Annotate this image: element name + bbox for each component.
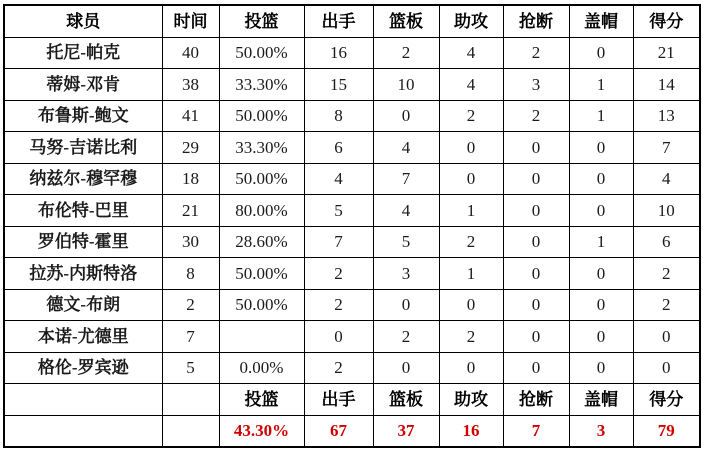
totals-points: 79 — [633, 415, 700, 447]
header-assists: 助攻 — [439, 5, 503, 37]
totals-header-assists: 助攻 — [439, 384, 503, 416]
totals-rebounds: 37 — [373, 415, 439, 447]
blocks-cell: 0 — [569, 163, 633, 195]
attempts-cell: 2 — [304, 289, 373, 321]
blocks-cell: 0 — [569, 352, 633, 384]
rebounds-cell: 4 — [373, 195, 439, 227]
player-name-cell: 本诺-尤德里 — [4, 321, 162, 353]
blocks-cell: 0 — [569, 37, 633, 69]
assists-cell: 2 — [439, 100, 503, 132]
steals-cell: 2 — [503, 37, 569, 69]
player-row — [4, 258, 700, 290]
totals-assists: 16 — [439, 415, 503, 447]
player-name-cell: 布伦特-巴里 — [4, 195, 162, 227]
assists-cell: 0 — [439, 132, 503, 164]
header-points: 得分 — [633, 5, 700, 37]
steals-cell: 0 — [503, 226, 569, 258]
rebounds-cell: 7 — [373, 163, 439, 195]
rebounds-cell: 2 — [373, 37, 439, 69]
minutes-cell: 21 — [162, 195, 219, 227]
totals-header-blocks: 盖帽 — [569, 384, 633, 416]
steals-cell: 2 — [503, 100, 569, 132]
fg-pct-cell: 80.00% — [219, 195, 304, 227]
attempts-cell: 0 — [304, 321, 373, 353]
rebounds-cell: 0 — [373, 100, 439, 132]
attempts-cell: 7 — [304, 226, 373, 258]
player-name-cell: 拉苏-内斯特洛 — [4, 258, 162, 290]
totals-header-steals: 抢断 — [503, 384, 569, 416]
assists-cell: 2 — [439, 321, 503, 353]
steals-cell: 0 — [503, 195, 569, 227]
blocks-cell: 1 — [569, 100, 633, 132]
attempts-cell: 2 — [304, 258, 373, 290]
header-blocks: 盖帽 — [569, 5, 633, 37]
points-cell: 6 — [633, 226, 700, 258]
points-cell: 10 — [633, 195, 700, 227]
fg-pct-cell: 50.00% — [219, 163, 304, 195]
fg-pct-cell: 33.30% — [219, 69, 304, 101]
minutes-cell: 7 — [162, 321, 219, 353]
minutes-cell: 30 — [162, 226, 219, 258]
rebounds-cell: 10 — [373, 69, 439, 101]
minutes-cell: 38 — [162, 69, 219, 101]
header-row — [4, 5, 700, 37]
assists-cell: 2 — [439, 226, 503, 258]
blocks-cell: 0 — [569, 132, 633, 164]
rebounds-cell: 0 — [373, 352, 439, 384]
steals-cell: 0 — [503, 258, 569, 290]
fg-pct-cell: 50.00% — [219, 258, 304, 290]
steals-cell: 0 — [503, 132, 569, 164]
points-cell: 13 — [633, 100, 700, 132]
points-cell: 0 — [633, 321, 700, 353]
steals-cell: 0 — [503, 352, 569, 384]
player-row — [4, 37, 700, 69]
player-name-cell: 托尼-帕克 — [4, 37, 162, 69]
minutes-cell: 18 — [162, 163, 219, 195]
header-player: 球员 — [4, 5, 162, 37]
totals-steals: 7 — [503, 415, 569, 447]
header-minutes: 时间 — [162, 5, 219, 37]
player-name-cell: 蒂姆-邓肯 — [4, 69, 162, 101]
attempts-cell: 6 — [304, 132, 373, 164]
assists-cell: 0 — [439, 163, 503, 195]
totals-header-fg-pct: 投篮 — [219, 384, 304, 416]
steals-cell: 0 — [503, 289, 569, 321]
points-cell: 0 — [633, 352, 700, 384]
totals-fg-pct: 43.30% — [219, 415, 304, 447]
blocks-cell: 1 — [569, 226, 633, 258]
points-cell: 2 — [633, 258, 700, 290]
blocks-cell: 0 — [569, 258, 633, 290]
player-name-cell: 马努-吉诺比利 — [4, 132, 162, 164]
totals-blank-player — [4, 415, 162, 447]
player-row — [4, 163, 700, 195]
totals-blocks: 3 — [569, 415, 633, 447]
assists-cell: 1 — [439, 258, 503, 290]
player-name-cell: 格伦-罗宾逊 — [4, 352, 162, 384]
fg-pct-cell: 50.00% — [219, 37, 304, 69]
minutes-cell: 2 — [162, 289, 219, 321]
player-row — [4, 321, 700, 353]
blocks-cell: 0 — [569, 321, 633, 353]
player-row — [4, 352, 700, 384]
assists-cell: 0 — [439, 352, 503, 384]
attempts-cell: 16 — [304, 37, 373, 69]
totals-attempts: 67 — [304, 415, 373, 447]
minutes-cell: 8 — [162, 258, 219, 290]
attempts-cell: 8 — [304, 100, 373, 132]
steals-cell: 0 — [503, 321, 569, 353]
steals-cell: 0 — [503, 163, 569, 195]
player-stats-table — [3, 4, 701, 448]
assists-cell: 4 — [439, 69, 503, 101]
fg-pct-cell: 50.00% — [219, 100, 304, 132]
attempts-cell: 4 — [304, 163, 373, 195]
totals-row — [4, 415, 700, 447]
attempts-cell: 2 — [304, 352, 373, 384]
points-cell: 21 — [633, 37, 700, 69]
rebounds-cell: 0 — [373, 289, 439, 321]
player-row — [4, 132, 700, 164]
header-fg-pct: 投篮 — [219, 5, 304, 37]
points-cell: 7 — [633, 132, 700, 164]
rebounds-cell: 2 — [373, 321, 439, 353]
totals-header-blank-player — [4, 384, 162, 416]
player-row — [4, 226, 700, 258]
totals-blank-minutes — [162, 415, 219, 447]
totals-header-attempts: 出手 — [304, 384, 373, 416]
assists-cell: 0 — [439, 289, 503, 321]
header-rebounds: 篮板 — [373, 5, 439, 37]
fg-pct-cell: 50.00% — [219, 289, 304, 321]
fg-pct-cell: 33.30% — [219, 132, 304, 164]
fg-pct-cell: 0.00% — [219, 352, 304, 384]
player-name-cell: 德文-布朗 — [4, 289, 162, 321]
rebounds-cell: 4 — [373, 132, 439, 164]
fg-pct-cell: 28.60% — [219, 226, 304, 258]
totals-header-rebounds: 篮板 — [373, 384, 439, 416]
minutes-cell: 40 — [162, 37, 219, 69]
player-name-cell: 布鲁斯-鲍文 — [4, 100, 162, 132]
points-cell: 4 — [633, 163, 700, 195]
minutes-cell: 41 — [162, 100, 219, 132]
player-row — [4, 289, 700, 321]
assists-cell: 1 — [439, 195, 503, 227]
minutes-cell: 5 — [162, 352, 219, 384]
rebounds-cell: 5 — [373, 226, 439, 258]
player-name-cell: 罗伯特-霍里 — [4, 226, 162, 258]
totals-header-blank-minutes — [162, 384, 219, 416]
player-row — [4, 195, 700, 227]
player-name-cell: 纳兹尔-穆罕穆 — [4, 163, 162, 195]
points-cell: 14 — [633, 69, 700, 101]
blocks-cell: 0 — [569, 289, 633, 321]
player-row — [4, 69, 700, 101]
header-attempts: 出手 — [304, 5, 373, 37]
attempts-cell: 15 — [304, 69, 373, 101]
player-row — [4, 100, 700, 132]
rebounds-cell: 3 — [373, 258, 439, 290]
steals-cell: 3 — [503, 69, 569, 101]
header-steals: 抢断 — [503, 5, 569, 37]
totals-header-row — [4, 384, 700, 416]
totals-header-points: 得分 — [633, 384, 700, 416]
attempts-cell: 5 — [304, 195, 373, 227]
minutes-cell: 29 — [162, 132, 219, 164]
blocks-cell: 0 — [569, 195, 633, 227]
fg-pct-cell — [219, 321, 304, 353]
blocks-cell: 1 — [569, 69, 633, 101]
assists-cell: 4 — [439, 37, 503, 69]
points-cell: 2 — [633, 289, 700, 321]
